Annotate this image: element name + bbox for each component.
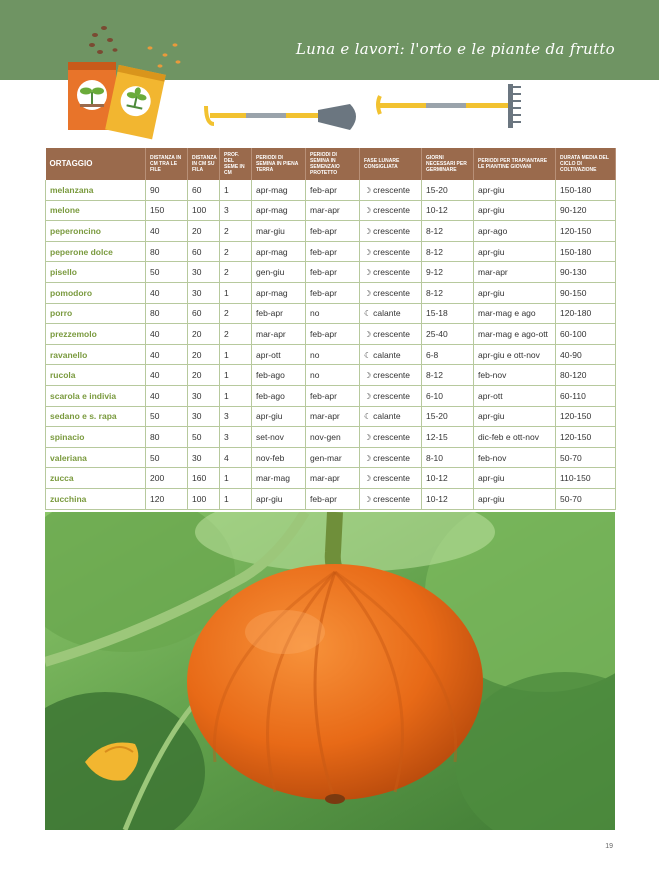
table-cell: nov-gen	[306, 427, 360, 448]
table-cell: mar-apr	[306, 406, 360, 427]
table-cell: 30	[188, 262, 220, 283]
column-header: DISTANZA IN CM SU FILA	[188, 148, 220, 180]
table-cell: 30	[188, 385, 220, 406]
table-cell: apr-giu	[474, 241, 556, 262]
table-cell: feb-apr	[252, 303, 306, 324]
table-row	[46, 180, 616, 200]
vegetable-name: porro	[46, 303, 146, 324]
column-header: PERIODI DI SEMINA IN SEMENZAIO PROTETTO	[306, 148, 360, 180]
table-row	[46, 324, 616, 345]
page-number: 19	[605, 843, 613, 850]
table-cell: 120-150	[556, 406, 616, 427]
moon-phase-cell	[360, 303, 422, 324]
table-cell: 1	[220, 385, 252, 406]
table-cell: feb-ago	[252, 365, 306, 386]
table-cell: 40	[146, 324, 188, 345]
table-row	[46, 262, 616, 283]
table-cell: 10-12	[422, 468, 474, 489]
table-row	[46, 427, 616, 448]
table-cell: 8-12	[422, 365, 474, 386]
table-cell: 9-12	[422, 262, 474, 283]
table-cell: apr-giu	[474, 180, 556, 200]
table-cell: 1	[220, 180, 252, 200]
table-cell: 6-10	[422, 385, 474, 406]
table-cell: 100	[188, 200, 220, 221]
table-row	[46, 303, 616, 324]
waxing-moon-icon: ☽	[364, 268, 372, 278]
table-cell: apr-ago	[474, 221, 556, 242]
vegetable-name: sedano e s. rapa	[46, 406, 146, 427]
column-header: PERIODI DI SEMINA IN PIENA TERRA	[252, 148, 306, 180]
moon-phase-label: crescente	[373, 267, 411, 278]
waxing-moon-icon: ☽	[364, 453, 372, 463]
table-cell: 110-150	[556, 468, 616, 489]
table-cell: 6-8	[422, 344, 474, 365]
table-cell: 50-70	[556, 488, 616, 509]
moon-phase-cell	[360, 221, 422, 242]
table-cell: apr-mag	[252, 241, 306, 262]
table-cell: feb-ago	[252, 385, 306, 406]
table-cell: 120-150	[556, 221, 616, 242]
table-cell: 3	[220, 406, 252, 427]
table-cell: no	[306, 344, 360, 365]
moon-phase-cell	[360, 324, 422, 345]
waxing-moon-icon: ☽	[364, 432, 372, 442]
vegetable-name: peperone dolce	[46, 241, 146, 262]
pumpkin-photo	[45, 512, 615, 830]
table-cell: 90-120	[556, 200, 616, 221]
vegetable-name: valeriana	[46, 447, 146, 468]
table-cell: apr-giu	[474, 406, 556, 427]
table-row	[46, 488, 616, 509]
table-cell: apr-giu e ott-nov	[474, 344, 556, 365]
table-cell: 12-15	[422, 427, 474, 448]
moon-phase-cell	[360, 180, 422, 200]
waxing-moon-icon: ☽	[364, 206, 372, 216]
table-cell: 3	[220, 200, 252, 221]
table-cell: feb-apr	[306, 221, 360, 242]
table-cell: 25-40	[422, 324, 474, 345]
table-cell: 90	[146, 180, 188, 200]
table-cell: feb-nov	[474, 447, 556, 468]
waxing-moon-icon: ☽	[364, 371, 372, 381]
table-cell: 40-90	[556, 344, 616, 365]
table-cell: apr-ott	[252, 344, 306, 365]
vegetable-name: zucca	[46, 468, 146, 489]
table-cell: 40	[146, 282, 188, 303]
moon-phase-cell	[360, 365, 422, 386]
table-row	[46, 282, 616, 303]
table-cell: 80	[146, 303, 188, 324]
moon-phase-label: crescente	[373, 431, 411, 442]
vegetable-name: prezzemolo	[46, 324, 146, 345]
table-cell: 120	[146, 488, 188, 509]
table-cell: no	[306, 303, 360, 324]
table-cell: 8-12	[422, 282, 474, 303]
table-cell: 40	[146, 385, 188, 406]
waxing-moon-icon: ☽	[364, 494, 372, 504]
moon-phase-label: crescente	[373, 328, 411, 339]
table-cell: 15-20	[422, 180, 474, 200]
table-cell: 120-180	[556, 303, 616, 324]
table-cell: apr-mag	[252, 200, 306, 221]
moon-phase-cell	[360, 282, 422, 303]
table-cell: 8-10	[422, 447, 474, 468]
table-cell: gen-mar	[306, 447, 360, 468]
table-cell: dic-feb e ott-nov	[474, 427, 556, 448]
table-cell: 100	[188, 488, 220, 509]
moon-phase-label: crescente	[373, 246, 411, 257]
waxing-moon-icon: ☽	[364, 247, 372, 257]
moon-phase-label: crescente	[373, 452, 411, 463]
table-cell: 90-130	[556, 262, 616, 283]
table-cell: gen-giu	[252, 262, 306, 283]
table-cell: mar-apr	[306, 200, 360, 221]
table-cell: feb-apr	[306, 262, 360, 283]
table-cell: 200	[146, 468, 188, 489]
table-cell: mar-giu	[252, 221, 306, 242]
table-cell: 40	[146, 365, 188, 386]
vegetable-name: zucchina	[46, 488, 146, 509]
table-cell: 8-12	[422, 221, 474, 242]
moon-phase-cell	[360, 468, 422, 489]
moon-phase-label: calante	[373, 349, 401, 360]
table-row	[46, 221, 616, 242]
table-cell: mar-apr	[306, 468, 360, 489]
table-cell: 120-150	[556, 427, 616, 448]
column-header: DURATA MEDIA DEL CICLO DI COLTIVAZIONE	[556, 148, 616, 180]
table-row	[46, 344, 616, 365]
table-cell: 20	[188, 365, 220, 386]
pumpkin-image	[45, 512, 615, 830]
table-cell: feb-nov	[474, 365, 556, 386]
moon-phase-cell	[360, 447, 422, 468]
table-cell: 160	[188, 468, 220, 489]
moon-phase-label: calante	[373, 308, 401, 319]
vegetable-name: pomodoro	[46, 282, 146, 303]
vegetable-name: melanzana	[46, 180, 146, 200]
table-cell: set-nov	[252, 427, 306, 448]
table-cell: 150-180	[556, 241, 616, 262]
table-cell: apr-ott	[474, 385, 556, 406]
vegetable-name: scarola e indivia	[46, 385, 146, 406]
table-cell: mar-mag	[252, 468, 306, 489]
table-row	[46, 406, 616, 427]
waxing-moon-icon: ☽	[364, 329, 372, 339]
table-row	[46, 241, 616, 262]
table-cell: 1	[220, 488, 252, 509]
table-cell: feb-apr	[306, 180, 360, 200]
table-cell: 50-70	[556, 447, 616, 468]
table-cell: mar-mag e ago-ott	[474, 324, 556, 345]
table-cell: apr-giu	[474, 282, 556, 303]
waxing-moon-icon: ☽	[364, 474, 372, 484]
waning-moon-icon: ☾	[364, 309, 372, 319]
table-cell: 60-110	[556, 385, 616, 406]
table-cell: 90-150	[556, 282, 616, 303]
table-cell: apr-mag	[252, 282, 306, 303]
waxing-moon-icon: ☽	[364, 185, 372, 195]
vegetable-name: spinacio	[46, 427, 146, 448]
table-cell: 150	[146, 200, 188, 221]
table-cell: apr-giu	[252, 488, 306, 509]
table-row	[46, 365, 616, 386]
vegetable-name: rucola	[46, 365, 146, 386]
moon-phase-label: crescente	[373, 205, 411, 216]
table-cell: apr-giu	[474, 488, 556, 509]
table-cell: 40	[146, 221, 188, 242]
table-cell: nov-feb	[252, 447, 306, 468]
table-cell: 20	[188, 344, 220, 365]
table-row	[46, 468, 616, 489]
table-cell: 30	[188, 447, 220, 468]
shovel-icon	[206, 104, 356, 130]
table-cell: 1	[220, 468, 252, 489]
moon-phase-cell	[360, 427, 422, 448]
vegetable-name: melone	[46, 200, 146, 221]
table-cell: feb-apr	[306, 385, 360, 406]
moon-phase-cell	[360, 200, 422, 221]
table-cell: 80	[146, 427, 188, 448]
column-header: PERIODI PER TRAPIANTARE LE PIANTINE GIOVANI	[474, 148, 556, 180]
column-header: ORTAGGIO	[46, 148, 146, 180]
moon-phase-label: crescente	[373, 390, 411, 401]
table-cell: 50	[146, 262, 188, 283]
table-cell: 20	[188, 221, 220, 242]
table-cell: 50	[146, 447, 188, 468]
table-cell: apr-mag	[252, 180, 306, 200]
table-cell: 40	[146, 344, 188, 365]
vegetable-name: peperoncino	[46, 221, 146, 242]
table-header-row	[46, 148, 616, 180]
table-cell: 50	[146, 406, 188, 427]
table-cell: 4	[220, 447, 252, 468]
table-cell: 1	[220, 282, 252, 303]
table-cell: 80	[146, 241, 188, 262]
moon-phase-label: crescente	[373, 493, 411, 504]
waxing-moon-icon: ☽	[364, 288, 372, 298]
table-cell: 2	[220, 221, 252, 242]
table-cell: 1	[220, 344, 252, 365]
table-cell: apr-giu	[474, 468, 556, 489]
table-cell: mar-apr	[252, 324, 306, 345]
table-row	[46, 200, 616, 221]
table-cell: mar-apr	[474, 262, 556, 283]
waning-moon-icon: ☾	[364, 412, 372, 422]
table-cell: apr-giu	[474, 200, 556, 221]
column-header: DISTANZA IN CM TRA LE FILE	[146, 148, 188, 180]
vegetable-planting-table	[45, 148, 616, 510]
table-cell: 50	[188, 427, 220, 448]
table-cell: 10-12	[422, 488, 474, 509]
table-cell: feb-apr	[306, 324, 360, 345]
table-cell: 150-180	[556, 180, 616, 200]
moon-phase-label: calante	[373, 411, 401, 422]
table-cell: feb-apr	[306, 282, 360, 303]
moon-phase-cell	[360, 488, 422, 509]
vegetable-name: pisello	[46, 262, 146, 283]
moon-phase-label: crescente	[373, 370, 411, 381]
waxing-moon-icon: ☽	[364, 391, 372, 401]
table-cell: apr-giu	[252, 406, 306, 427]
page-title: Luna e lavori: l'orto e le piante da frutto	[295, 40, 615, 58]
table-row	[46, 447, 616, 468]
table-cell: 60	[188, 241, 220, 262]
table-cell: 15-20	[422, 406, 474, 427]
moon-phase-cell	[360, 344, 422, 365]
table-cell: feb-apr	[306, 488, 360, 509]
waning-moon-icon: ☾	[364, 350, 372, 360]
table-cell: 2	[220, 241, 252, 262]
table-cell: 60	[188, 180, 220, 200]
moon-phase-label: crescente	[373, 184, 411, 195]
moon-phase-label: crescente	[373, 287, 411, 298]
column-header: PROF. DEL SEME IN CM	[220, 148, 252, 180]
table-cell: 60-100	[556, 324, 616, 345]
moon-phase-label: crescente	[373, 225, 411, 236]
table-cell: no	[306, 365, 360, 386]
moon-phase-cell	[360, 406, 422, 427]
waxing-moon-icon: ☽	[364, 226, 372, 236]
vegetable-name: ravanello	[46, 344, 146, 365]
table-cell: mar-mag e ago	[474, 303, 556, 324]
table-cell: 1	[220, 365, 252, 386]
column-header: GIORNI NECESSARI PER GERMINARE	[422, 148, 474, 180]
table-body	[46, 180, 616, 509]
table-cell: 2	[220, 303, 252, 324]
column-header: FASE LUNARE CONSIGLIATA	[360, 148, 422, 180]
header-illustrations	[0, 0, 659, 150]
table-cell: feb-apr	[306, 241, 360, 262]
rake-icon	[378, 84, 521, 128]
table-cell: 15-18	[422, 303, 474, 324]
moon-phase-cell	[360, 262, 422, 283]
moon-phase-cell	[360, 241, 422, 262]
moon-phase-label: crescente	[373, 473, 411, 484]
table-cell: 10-12	[422, 200, 474, 221]
table-cell: 2	[220, 262, 252, 283]
table-cell: 30	[188, 282, 220, 303]
seeds-icon	[89, 26, 181, 68]
table-cell: 8-12	[422, 241, 474, 262]
moon-phase-cell	[360, 385, 422, 406]
table-cell: 80-120	[556, 365, 616, 386]
table-row	[46, 385, 616, 406]
table-cell: 30	[188, 406, 220, 427]
table-cell: 60	[188, 303, 220, 324]
table-cell: 3	[220, 427, 252, 448]
table-cell: 20	[188, 324, 220, 345]
table-cell: 2	[220, 324, 252, 345]
